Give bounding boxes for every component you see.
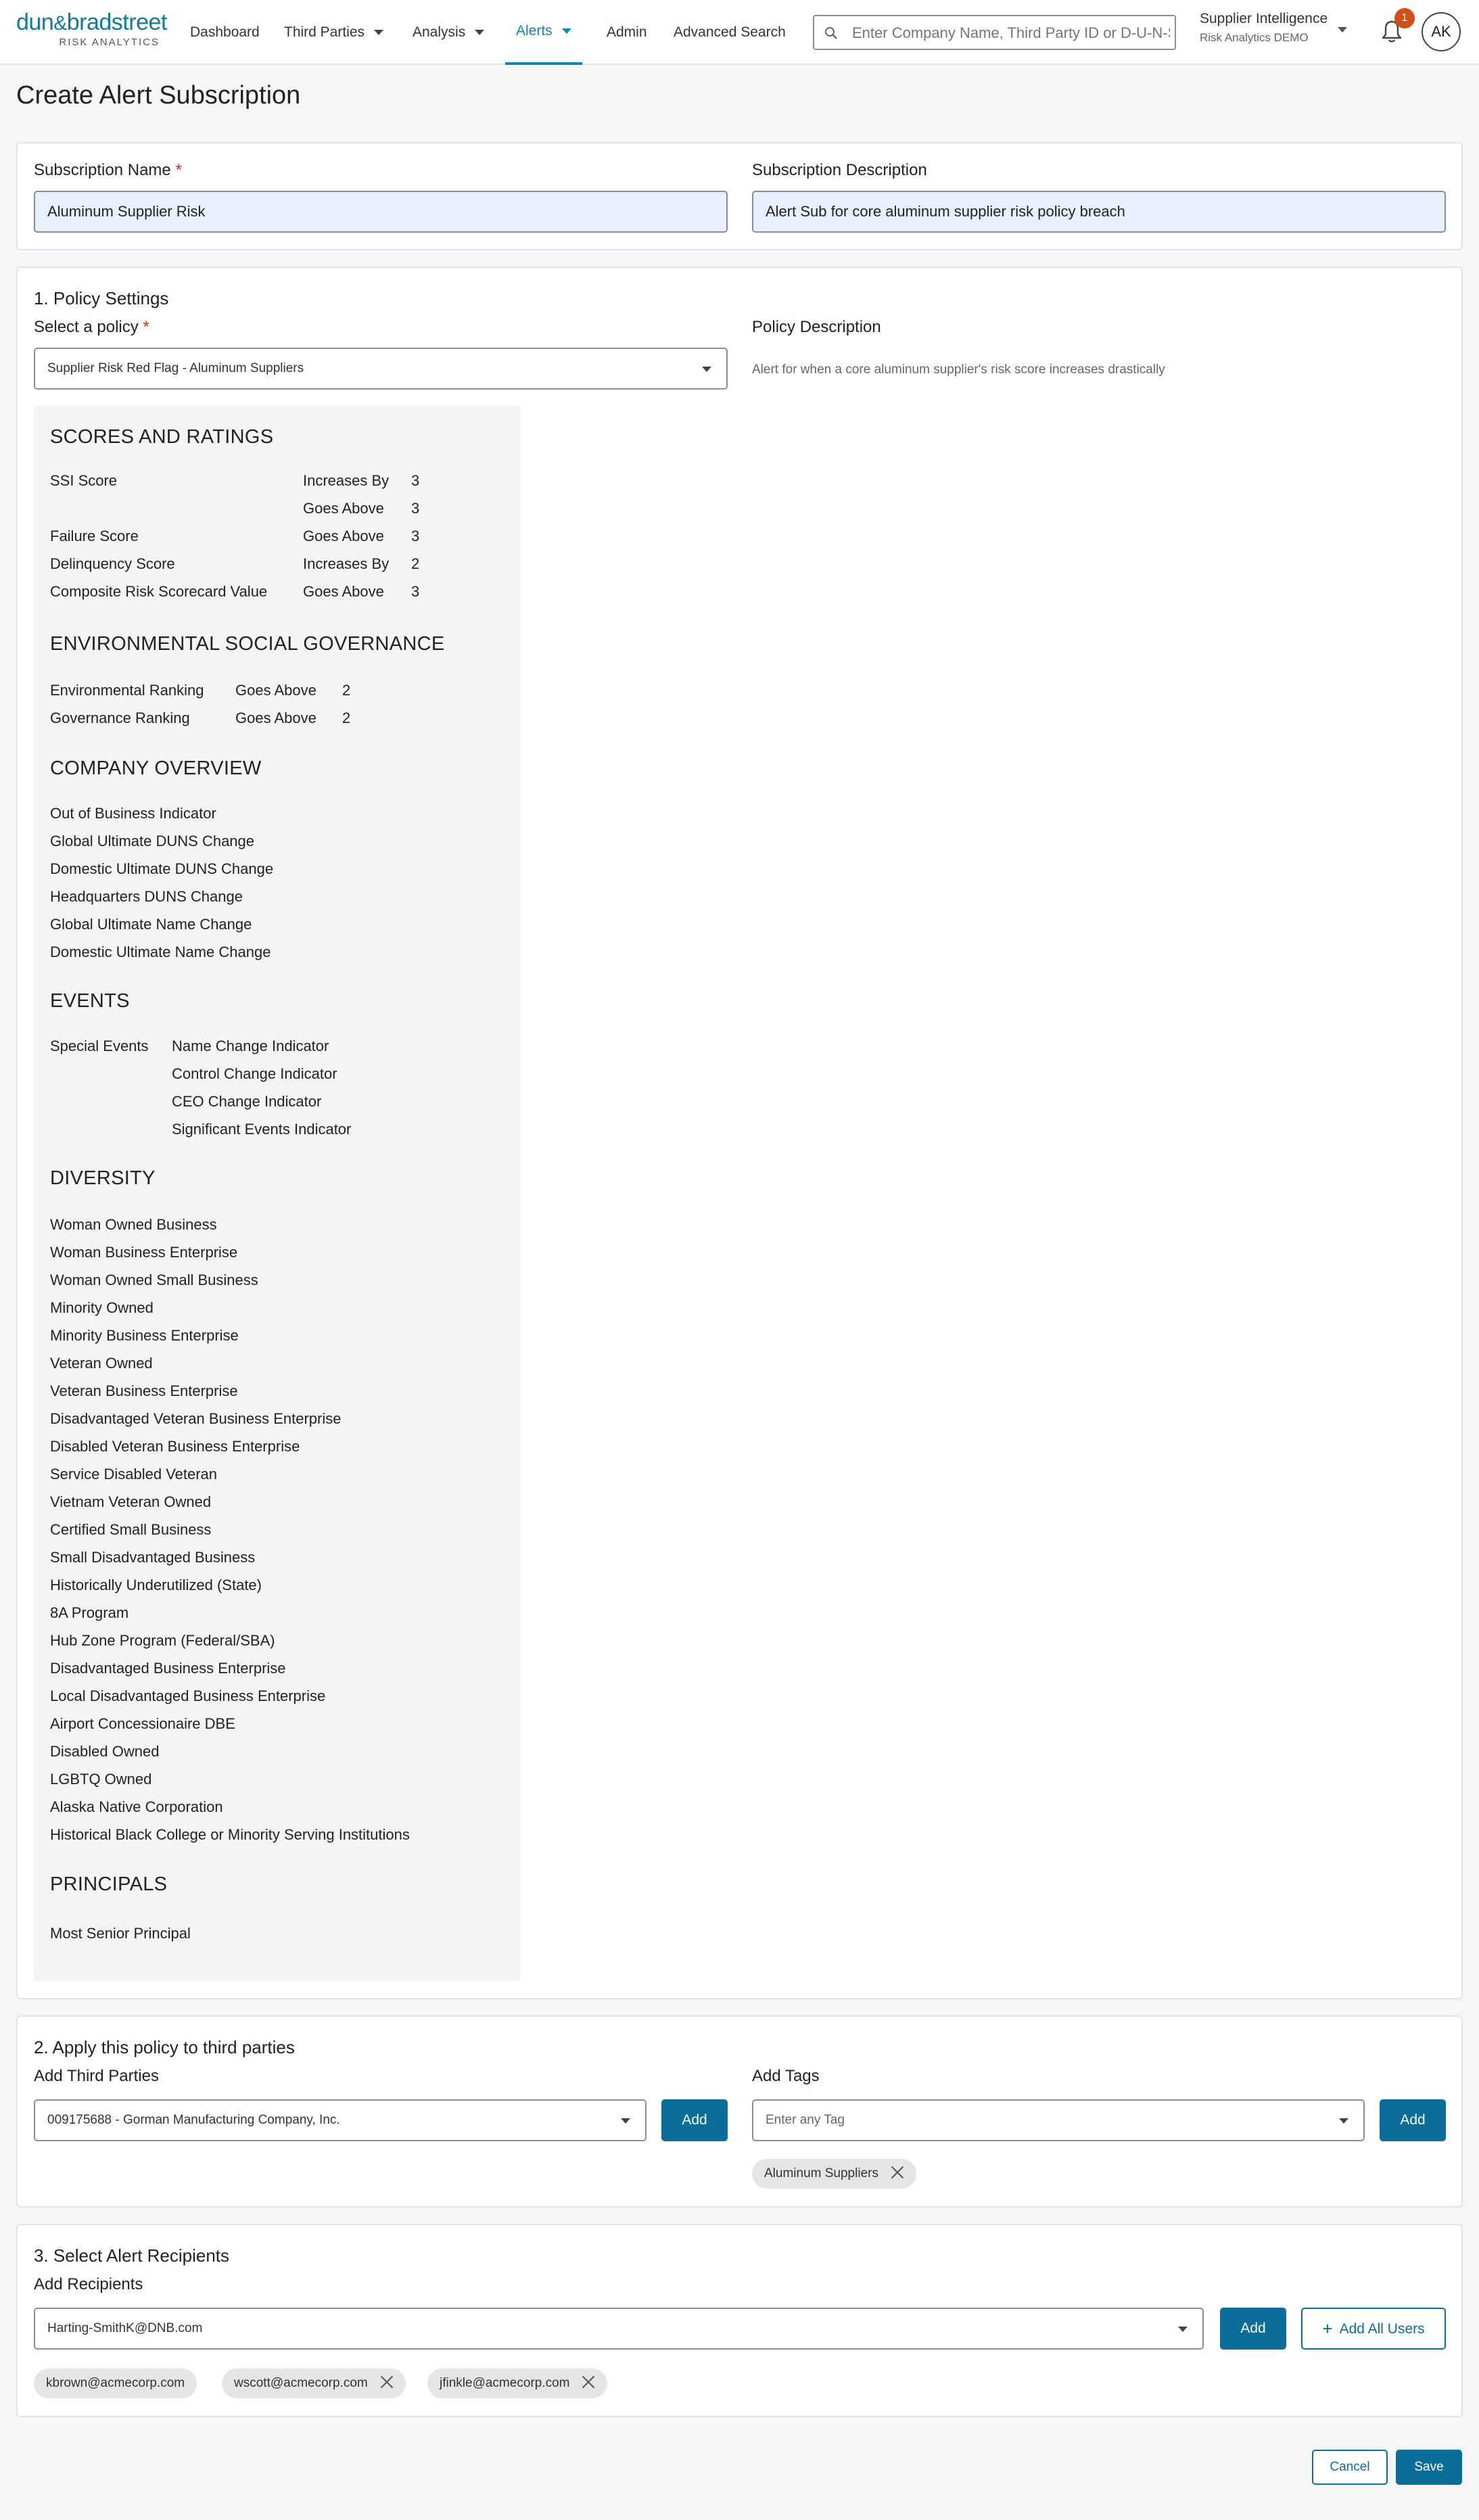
nav-dashboard[interactable] (190, 0, 260, 65)
nav-advanced-search-label: Advanced Search (674, 24, 786, 40)
add-recipient-button[interactable]: Add (1220, 2308, 1286, 2350)
chevron-down-icon (702, 367, 711, 372)
score-value: 3 (411, 583, 420, 600)
cancel-button[interactable]: Cancel (1312, 2450, 1388, 2485)
nav-analysis-label: Analysis (413, 24, 466, 40)
nav-third-parties[interactable] (284, 0, 383, 65)
add-recipients-label: Add Recipients (34, 2275, 143, 2293)
chevron-down-icon (374, 30, 383, 35)
nav-advanced-search[interactable] (674, 0, 786, 65)
nav-admin[interactable] (607, 0, 647, 65)
list-item: Veteran Business Enterprise (50, 1382, 238, 1399)
list-item: Local Disadvantaged Business Enterprise (50, 1687, 326, 1704)
list-item: Alaska Native Corporation (50, 1798, 223, 1815)
alert-recipients-card (16, 2224, 1463, 2417)
list-item: CEO Change Indicator (172, 1093, 322, 1110)
user-avatar[interactable]: AK (1422, 12, 1461, 51)
search-icon (824, 26, 839, 41)
list-item: Woman Owned Small Business (50, 1271, 258, 1288)
list-item: Veteran Owned (50, 1355, 153, 1372)
third-party-select-value: 009175688 - Gorman Manufacturing Company, Inc. (47, 2113, 340, 2127)
logo-subtitle: RISK ANALYTICS (59, 37, 160, 48)
policy-settings-title: 1. Policy Settings (34, 288, 169, 308)
search-input[interactable] (852, 22, 1170, 45)
esg-condition: Goes Above (235, 709, 316, 726)
list-item: Historical Black College or Minority Serving Institutions (50, 1826, 410, 1843)
page-title: Create Alert Subscription (16, 81, 301, 110)
list-item: Service Disabled Veteran (50, 1466, 218, 1483)
add-tag-button[interactable]: Add (1380, 2099, 1446, 2141)
events-heading: EVENTS (50, 990, 130, 1012)
list-item: Airport Concessionaire DBE (50, 1715, 235, 1732)
notification-badge: 1 (1394, 8, 1415, 28)
company-overview-heading: COMPANY OVERVIEW (50, 757, 262, 779)
score-name: Delinquency Score (50, 555, 175, 572)
top-navigation-bar (0, 0, 1479, 65)
chevron-down-icon (475, 30, 484, 35)
recipient-chip (222, 2369, 406, 2398)
subscription-description-label: Subscription Description (752, 161, 927, 179)
list-item: Disabled Veteran Business Enterprise (50, 1438, 300, 1455)
esg-value: 2 (342, 682, 351, 699)
list-item: Out of Business Indicator (50, 805, 216, 822)
plus-icon: + (1322, 2318, 1333, 2339)
list-item: Headquarters DUNS Change (50, 888, 243, 905)
nav-alerts-label: Alerts (516, 23, 553, 39)
score-value: 3 (411, 500, 420, 517)
recipient-chip-label: jfinkle@acmecorp.com (440, 2376, 570, 2390)
list-item: Woman Business Enterprise (50, 1244, 238, 1261)
score-condition: Goes Above (303, 583, 384, 600)
list-item: LGBTQ Owned (50, 1771, 152, 1788)
policy-select[interactable] (34, 348, 728, 390)
policy-description-label: Policy Description (752, 318, 881, 336)
score-name: Failure Score (50, 528, 139, 544)
list-item: Most Senior Principal (50, 1925, 191, 1942)
list-item: Small Disadvantaged Business (50, 1549, 256, 1566)
diversity-heading: DIVERSITY (50, 1167, 156, 1189)
tag-chip (752, 2159, 916, 2189)
list-item: Disabled Owned (50, 1743, 160, 1760)
list-item: Woman Owned Business (50, 1216, 217, 1233)
close-icon[interactable] (582, 2375, 595, 2389)
tag-chip-label: Aluminum Suppliers (764, 2166, 878, 2180)
logo-wordmark: dun&bradstreet (16, 9, 167, 35)
list-item: Name Change Indicator (172, 1037, 329, 1054)
list-item: 8A Program (50, 1604, 129, 1621)
recipient-chip-label: kbrown@acmecorp.com (46, 2376, 185, 2390)
save-button[interactable]: Save (1396, 2450, 1462, 2485)
org-name: Supplier Intelligence (1200, 11, 1328, 26)
nav-admin-label: Admin (607, 24, 647, 40)
events-group-label: Special Events (50, 1037, 149, 1054)
score-value: 3 (411, 528, 420, 544)
list-item: Significant Events Indicator (172, 1121, 352, 1138)
scores-ratings-heading: SCORES AND RATINGS (50, 426, 274, 448)
org-subtitle: Risk Analytics DEMO (1200, 31, 1309, 44)
chevron-down-icon (1338, 27, 1347, 32)
policy-description-text: Alert for when a core aluminum supplier's risk score increases drastically (752, 363, 1165, 377)
third-party-select[interactable] (34, 2099, 647, 2141)
list-item: Minority Owned (50, 1299, 154, 1316)
chevron-down-icon (1339, 2118, 1348, 2124)
score-condition: Goes Above (303, 528, 384, 544)
global-search[interactable] (813, 15, 1176, 50)
score-value: 2 (411, 555, 420, 572)
list-item: Vietnam Veteran Owned (50, 1493, 212, 1510)
apply-third-parties-card (16, 2015, 1463, 2208)
add-third-parties-label: Add Third Parties (34, 2067, 159, 2085)
required-asterisk: * (143, 318, 149, 336)
list-item: Control Change Indicator (172, 1065, 337, 1082)
list-item: Global Ultimate DUNS Change (50, 833, 255, 849)
list-item: Historically Underutilized (State) (50, 1577, 262, 1593)
close-icon[interactable] (891, 2166, 904, 2179)
dnb-logo[interactable] (16, 9, 165, 50)
subscription-name-input[interactable]: Aluminum Supplier Risk (34, 191, 728, 233)
policy-details-panel (34, 406, 521, 1981)
subscription-name-label: Subscription Name * (34, 161, 182, 179)
chevron-down-icon (621, 2118, 630, 2124)
list-item: Domestic Ultimate Name Change (50, 943, 271, 960)
list-item: Domestic Ultimate DUNS Change (50, 860, 274, 877)
nav-third-parties-label: Third Parties (284, 24, 365, 40)
list-item: Certified Small Business (50, 1521, 212, 1538)
recipients-select-value: Harting-SmithK@DNB.com (47, 2321, 203, 2335)
apply-policy-title: 2. Apply this policy to third parties (34, 2037, 295, 2057)
add-tags-label: Add Tags (752, 2067, 820, 2085)
recipient-chip (427, 2369, 607, 2398)
required-asterisk: * (175, 161, 182, 179)
list-item: Disadvantaged Business Enterprise (50, 1660, 286, 1677)
close-icon[interactable] (380, 2375, 394, 2389)
score-name: SSI Score (50, 472, 118, 489)
esg-value: 2 (342, 709, 351, 726)
list-item: Global Ultimate Name Change (50, 916, 252, 933)
chevron-down-icon (562, 28, 571, 34)
subscription-card (16, 142, 1463, 250)
org-switcher[interactable] (1200, 11, 1355, 51)
add-third-party-button[interactable]: Add (661, 2099, 728, 2141)
list-item: Hub Zone Program (Federal/SBA) (50, 1632, 275, 1649)
recipient-chip-label: wscott@acmecorp.com (234, 2376, 368, 2390)
esg-heading: ENVIRONMENTAL SOCIAL GOVERNANCE (50, 633, 445, 655)
esg-name: Governance Ranking (50, 709, 190, 726)
score-condition: Increases By (303, 555, 390, 572)
recipient-chip (34, 2369, 197, 2398)
nav-analysis[interactable] (413, 0, 484, 65)
chevron-down-icon (1178, 2327, 1188, 2332)
add-all-users-button[interactable] (1301, 2308, 1446, 2350)
list-item: Disadvantaged Veteran Business Enterprise (50, 1410, 342, 1427)
score-value: 3 (411, 472, 420, 489)
recipients-select[interactable] (34, 2308, 1204, 2350)
add-all-users-label: Add All Users (1339, 2321, 1425, 2337)
score-name: Composite Risk Scorecard Value (50, 583, 268, 600)
policy-settings-card (16, 266, 1463, 1999)
alert-recipients-title: 3. Select Alert Recipients (34, 2245, 230, 2266)
subscription-description-input[interactable]: Alert Sub for core aluminum supplier risk policy breach (752, 191, 1446, 233)
policy-select-value: Supplier Risk Red Flag - Aluminum Suppliers (47, 361, 304, 375)
principals-heading: PRINCIPALS (50, 1873, 168, 1895)
nav-dashboard-label: Dashboard (190, 24, 260, 40)
tags-select-placeholder: Enter any Tag (766, 2113, 845, 2127)
score-condition: Goes Above (303, 500, 384, 517)
esg-name: Environmental Ranking (50, 682, 204, 699)
tags-select[interactable] (752, 2099, 1365, 2141)
select-policy-label: Select a policy * (34, 318, 149, 336)
esg-condition: Goes Above (235, 682, 316, 699)
score-condition: Increases By (303, 472, 390, 489)
nav-alerts[interactable] (505, 0, 582, 65)
list-item: Minority Business Enterprise (50, 1327, 239, 1344)
